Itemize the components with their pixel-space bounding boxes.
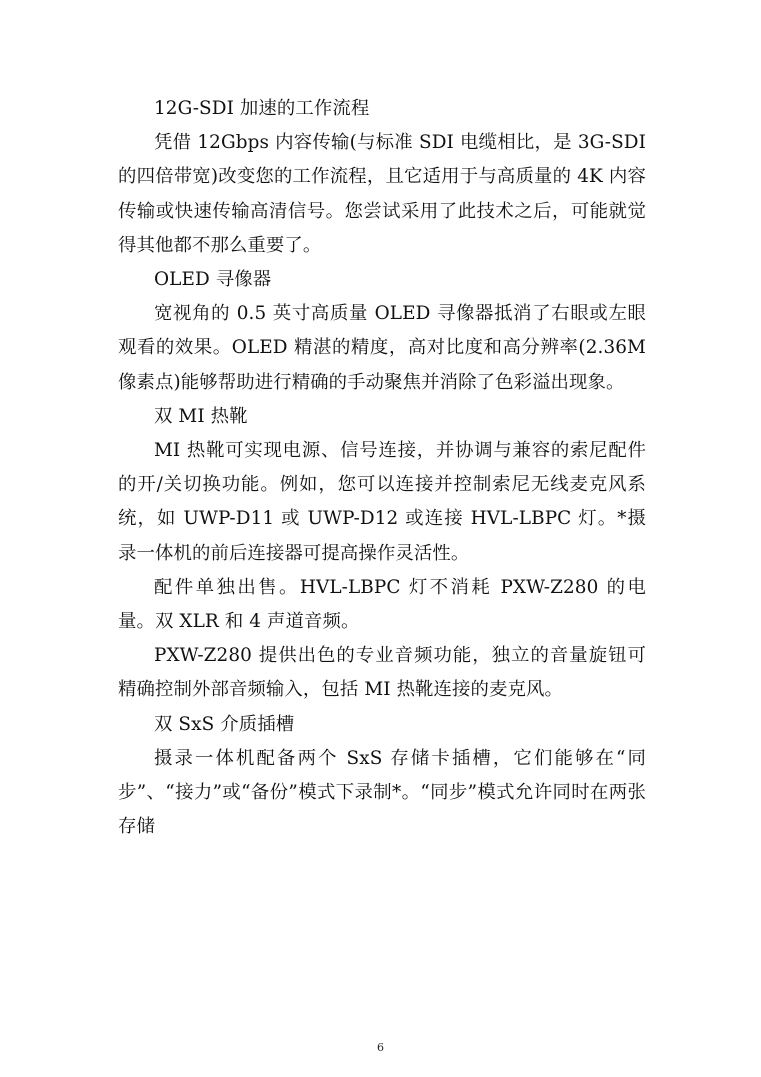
paragraph-accessories-audio: 配件单独出售。HVL-LBPC 灯不消耗 PXW-Z280 的电量。双 XLR 和 4 声道音频。 bbox=[118, 576, 646, 633]
heading-12g-sdi: 12G-SDI 加速的工作流程 bbox=[154, 98, 370, 119]
paragraph-dual-sxs-slots: 摄录一体机配备两个 SxS 存储卡插槽，它们能够在“同步”、“接力”或“备份”模式下录制*。“同步”模式允许同时在两张存储 bbox=[118, 747, 646, 838]
heading-dual-sxs-slots: 双 SxS 介质插槽 bbox=[154, 713, 295, 735]
heading-oled-viewfinder: OLED 寻像器 bbox=[154, 269, 272, 291]
paragraph-pro-audio: PXW-Z280 提供出色的专业音频功能，独立的音量旋钮可精确控制外部音频输入，包括 MI 热靴连接的麦克风。 bbox=[118, 645, 646, 701]
heading-dual-mi-shoe: 双 MI 热靴 bbox=[154, 405, 248, 427]
paragraph-dual-mi-shoe: MI 热靴可实现电源、信号连接，并协调与兼容的索尼配件的开/关切换功能。例如，您可以连接并控制索尼无线麦克风系统，如 UWP-D11 或 UWP-D12 或连接 HVL-LBPC 灯。*摄录一体机的前后连接器可提高操作灵活性。 bbox=[118, 440, 646, 564]
paragraph-12g-sdi: 凭借 12Gbps 内容传输(与标准 SDI 电缆相比，是 3G-SDI 的四倍带宽)改变您的工作流程，且它适用于与高质量的 4K 内容传输或快速传输高清信号。您尝试采用了此技术之后，可能就觉得其他都不那么重要了。 bbox=[118, 132, 646, 256]
paragraph-oled-viewfinder: 宽视角的 0.5 英寸高质量 OLED 寻像器抵消了右眼或左眼观看的效果。OLED 精湛的精度，高对比度和高分辨率(2.36M 像素点)能够帮助进行精确的手动聚焦并消除了色彩溢出现象。 bbox=[118, 303, 646, 393]
document-body bbox=[118, 92, 646, 844]
page-number: 6 bbox=[377, 1041, 384, 1054]
